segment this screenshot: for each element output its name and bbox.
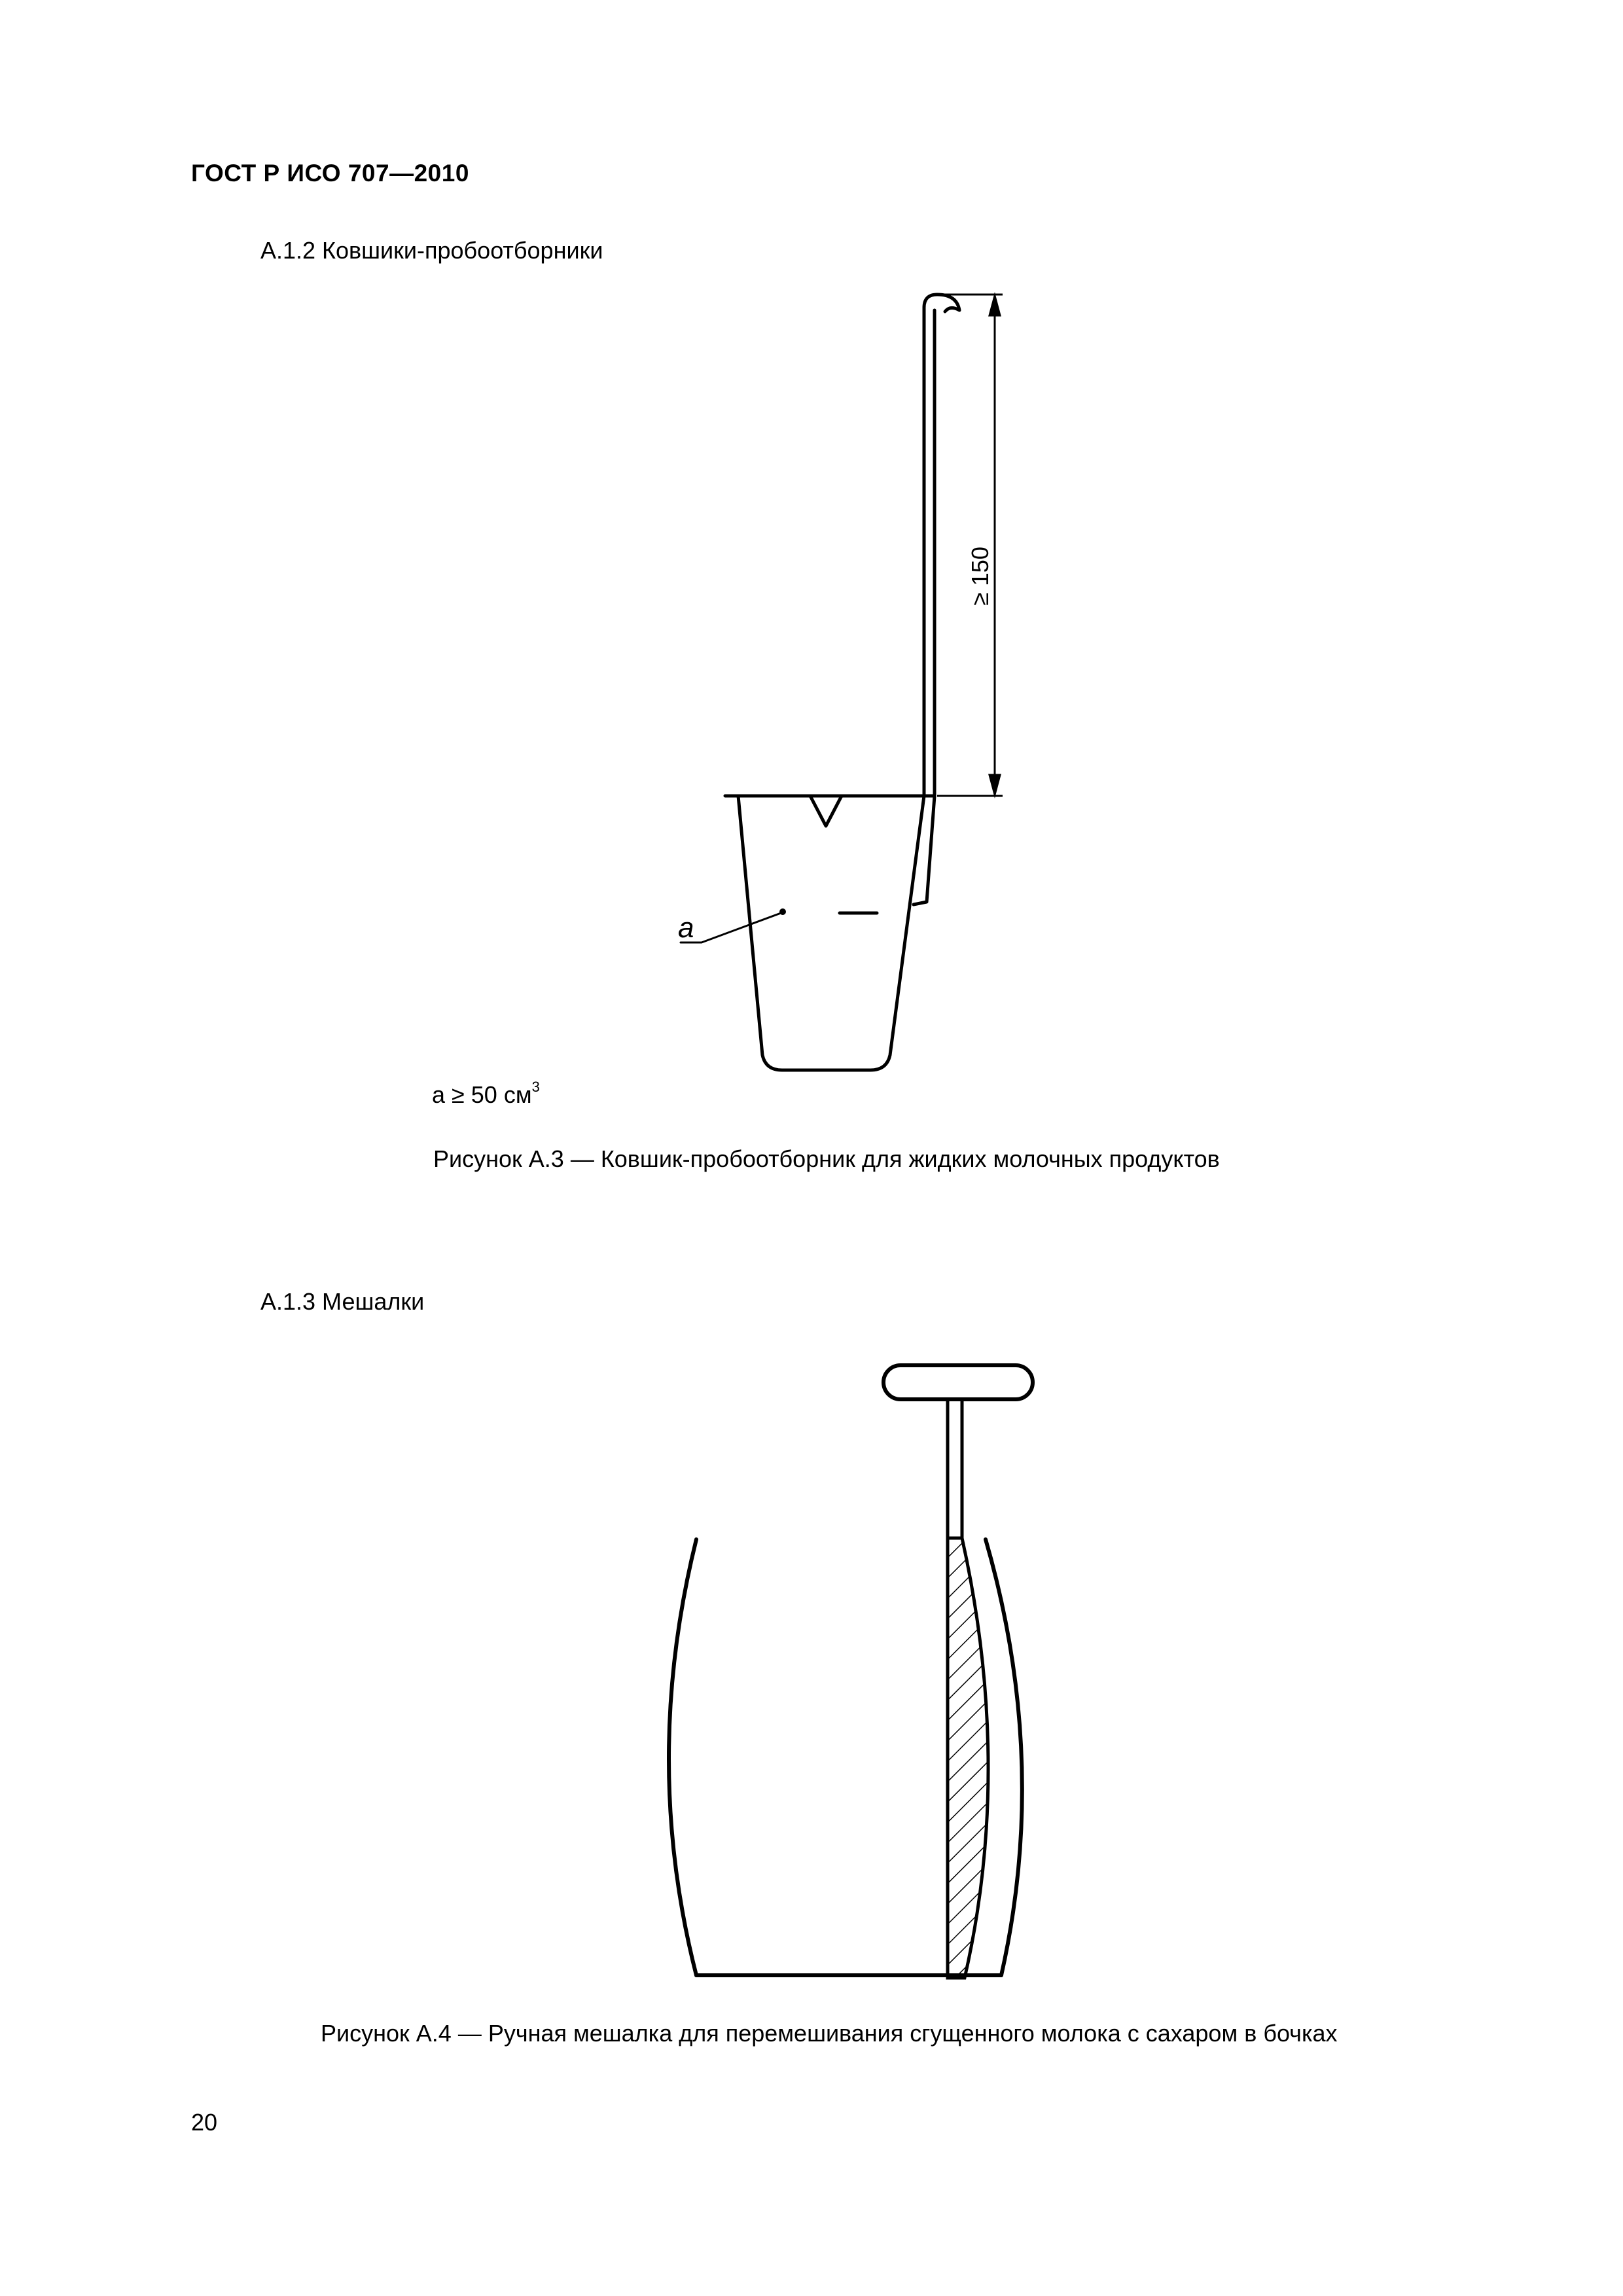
section-heading-stirrers: А.1.3 Мешалки [260, 1288, 425, 1315]
barrel-left-wall [669, 1539, 696, 1975]
dimension-label: ≥ 150 [967, 547, 993, 605]
document-header: ГОСТ Р ИСО 707—2010 [191, 160, 469, 187]
note-superscript: 3 [531, 1079, 540, 1095]
stirrer-blade [948, 1538, 988, 1978]
figure-a4-caption: Рисунок А.4 — Ручная мешалка для перемешивания сгущенного молока с сахаром в бочках [321, 2020, 1338, 2047]
page-number: 20 [191, 2109, 218, 2136]
figure-a3-caption: Рисунок А.3 — Ковшик-пробоотборник для жидких молочных продуктов [433, 1145, 1220, 1172]
section-heading-sampling-ladles: А.1.2 Ковшики-пробоотборники [260, 237, 603, 264]
stirrer-t-handle [883, 1365, 1033, 1399]
callout-letter: a [678, 912, 694, 944]
barrel-right-wall [986, 1539, 1022, 1975]
note-text: a ≥ 50 см [432, 1081, 532, 1108]
